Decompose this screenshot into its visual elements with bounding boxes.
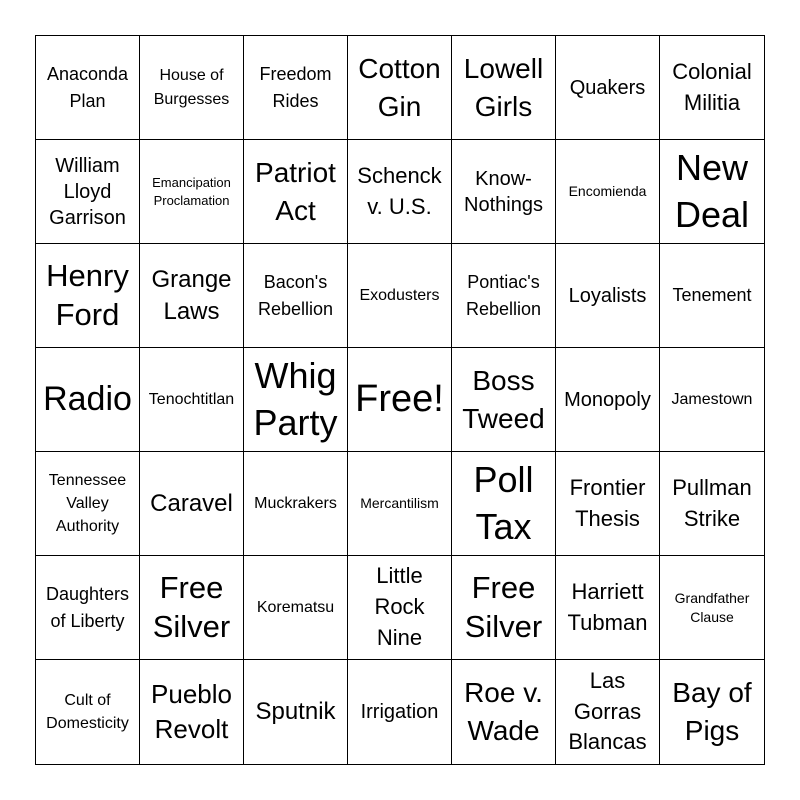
bingo-cell (244, 452, 348, 556)
cell-text: Know-Nothings (464, 167, 543, 216)
bingo-cell (36, 244, 140, 348)
bingo-cell (348, 556, 452, 660)
cell-text: Patriot Act (255, 156, 336, 226)
cell-text: Free! (355, 377, 444, 420)
cell-text: Grange Laws (151, 266, 232, 325)
bingo-cell (348, 452, 452, 556)
cell-text: Freedom Rides (259, 63, 332, 111)
cell-text: Korematsu (256, 598, 335, 616)
cell-text: Loyalists (568, 284, 647, 307)
bingo-cell (556, 348, 660, 452)
cell-text: Muckrakers (254, 494, 337, 512)
cell-text: Bay of Pigs (672, 677, 752, 746)
bingo-cell (660, 140, 764, 244)
bingo-cell (556, 660, 660, 764)
bingo-cell (660, 348, 764, 452)
cell-text: Las Gorras Blancas (568, 667, 647, 755)
bingo-cell (244, 660, 348, 764)
bingo-cell (244, 36, 348, 140)
cell-text: Harriett Tubman (567, 578, 648, 635)
bingo-cell (140, 452, 244, 556)
bingo-cell (452, 140, 556, 244)
bingo-cell (348, 36, 452, 140)
bingo-cell (140, 556, 244, 660)
cell-text: Free Silver (464, 569, 543, 644)
bingo-cell (36, 348, 140, 452)
cell-text: Quakers (569, 76, 646, 99)
cell-text: Tennessee Valley Authority (48, 471, 127, 536)
cell-text: New Deal (674, 146, 750, 235)
bingo-cell (556, 140, 660, 244)
cell-text: Caravel (150, 489, 233, 517)
cell-text: Lowell Girls (463, 52, 544, 122)
cell-text: William Lloyd Garrison (49, 154, 126, 229)
cell-text: Bacon's Rebellion (257, 271, 334, 319)
bingo-cell (452, 556, 556, 660)
cell-text: Irrigation (360, 701, 439, 723)
cell-text: Schenck v. U.S. (357, 162, 442, 219)
cell-text: Encomienda (568, 183, 647, 200)
free-space (348, 348, 452, 452)
cell-text: Roe v. Wade (464, 677, 543, 746)
cell-text: Cult of Domesticity (46, 691, 129, 732)
bingo-cell (452, 348, 556, 452)
cell-text: Anaconda Plan (46, 63, 129, 111)
bingo-cell (660, 244, 764, 348)
cell-text: Radio (43, 380, 132, 419)
bingo-cell (140, 140, 244, 244)
cell-text: Frontier Thesis (569, 474, 646, 531)
bingo-cell (244, 140, 348, 244)
bingo-cell (244, 244, 348, 348)
bingo-cell (452, 660, 556, 764)
bingo-cell (140, 660, 244, 764)
bingo-cell (556, 244, 660, 348)
bingo-cell (660, 452, 764, 556)
cell-text: Henry Ford (46, 257, 129, 332)
cell-text: Boss Tweed (462, 364, 545, 434)
cell-text: Tenochtitlan (148, 390, 235, 408)
bingo-cell (660, 556, 764, 660)
bingo-cell (36, 36, 140, 140)
bingo-cell (244, 556, 348, 660)
cell-text: Colonial Militia (672, 58, 752, 115)
bingo-cell (660, 36, 764, 140)
bingo-cell (244, 348, 348, 452)
cell-text: Grandfather Clause (674, 590, 750, 625)
cell-text: Sputnik (255, 698, 336, 726)
bingo-cell (452, 244, 556, 348)
bingo-cell (36, 556, 140, 660)
bingo-cell (348, 244, 452, 348)
cell-text: Poll Tax (473, 458, 534, 547)
bingo-cell (348, 660, 452, 764)
bingo-cell (140, 36, 244, 140)
bingo-cell (556, 36, 660, 140)
bingo-cell (660, 660, 764, 764)
cell-text: Cotton Gin (358, 52, 441, 122)
bingo-cell (556, 452, 660, 556)
bingo-cell (36, 140, 140, 244)
cell-text: Pueblo Revolt (151, 678, 232, 744)
bingo-cell (348, 140, 452, 244)
cell-text: Pontiac's Rebellion (465, 271, 542, 319)
bingo-board (35, 35, 765, 765)
cell-text: Little Rock Nine (374, 563, 425, 650)
bingo-cell (452, 452, 556, 556)
cell-text: House of Burgesses (153, 67, 230, 108)
cell-text: Tenement (672, 285, 752, 305)
bingo-cell (36, 660, 140, 764)
cell-text: Jamestown (671, 390, 753, 408)
cell-text: Exodusters (359, 286, 440, 304)
cell-text: Emancipation Proclamation (152, 174, 231, 208)
bingo-cell (452, 36, 556, 140)
bingo-cell (140, 244, 244, 348)
bingo-cell (556, 556, 660, 660)
cell-text: Free Silver (152, 569, 231, 644)
bingo-cell (140, 348, 244, 452)
cell-text: Whig Party (253, 354, 338, 443)
cell-text: Daughters of Liberty (45, 583, 130, 631)
cell-text: Mercantilism (360, 495, 439, 512)
cell-text: Pullman Strike (672, 474, 752, 531)
bingo-cell (36, 452, 140, 556)
cell-text: Monopoly (564, 388, 651, 411)
